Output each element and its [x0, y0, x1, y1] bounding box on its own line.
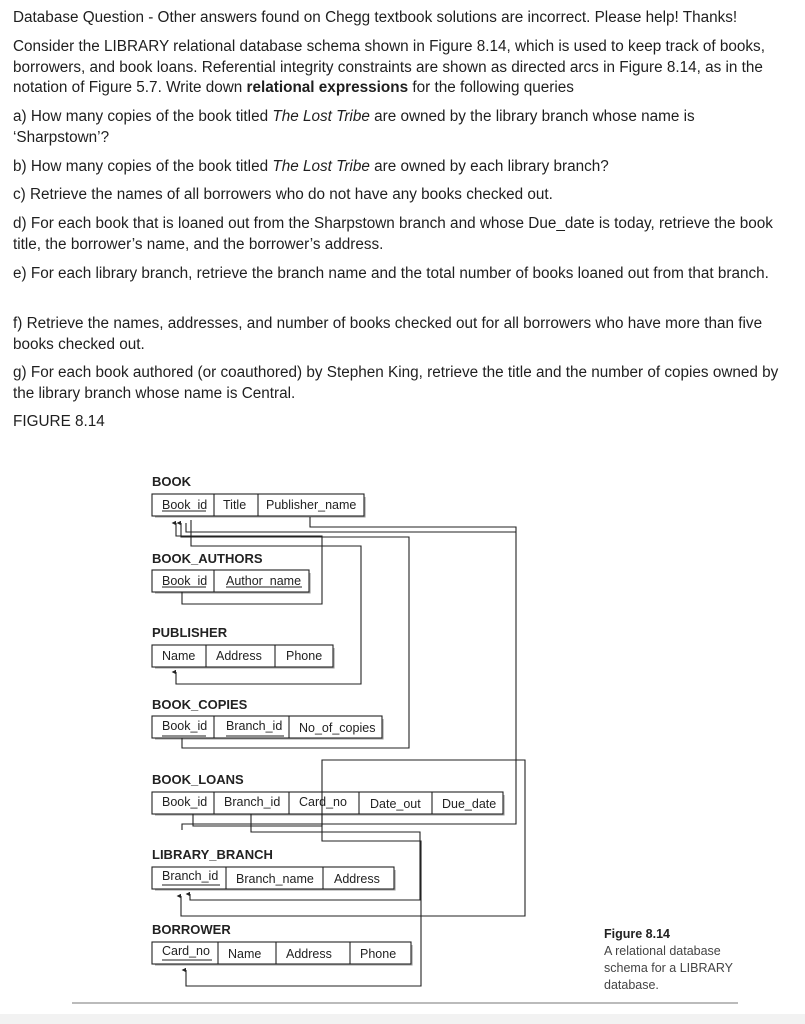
figure-label: FIGURE 8.14	[13, 413, 105, 430]
attr-branch-id: Branch_id	[224, 795, 281, 809]
intro-text: Consider the LIBRARY relational database schema shown in Figure 8.14, which is used to keep track of books, borrowers, and book loans. Referential integrity constraints are shown as directed arcs in Figure 8.14, as in the notation of Figure 5.7. Write down	[13, 38, 765, 96]
question-a-title: The Lost Tribe	[272, 108, 370, 125]
attr-card-no: Card_no	[162, 944, 210, 958]
attr-branch-name: Branch_name	[236, 872, 314, 886]
question-d: d) For each book that is loaned out from the Sharpstown branch and whose Due_date is today, retrieve the book title, the borrower’s name, and the borrower’s address.	[13, 215, 773, 253]
attr-phone: Phone	[286, 649, 323, 663]
caption-line-1: A relational database	[604, 944, 721, 958]
question-b-pre: b) How many copies of the book titled	[13, 158, 273, 175]
book-authors-label: BOOK_AUTHORS	[152, 551, 263, 566]
attr-date-out: Date_out	[370, 797, 421, 811]
attr-no-of-copies: No_of_copies	[299, 721, 376, 735]
book-label: BOOK	[152, 474, 191, 489]
intro-bold: relational expressions	[246, 79, 409, 96]
question-f: f) Retrieve the names, addresses, and number of books checked out for all borrowers who have more than five books checked out.	[13, 315, 763, 353]
attr-due-date: Due_date	[442, 797, 497, 811]
book-loans-label: BOOK_LOANS	[152, 772, 244, 787]
attr-branch-id: Branch_id	[226, 719, 283, 733]
attr-publisher-name: Publisher_name	[266, 498, 357, 512]
attr-book-id: Book_id	[162, 498, 208, 512]
attr-book-id: Book_id	[162, 795, 208, 809]
attr-phone: Phone	[360, 947, 397, 961]
attr-author-name: Author_name	[226, 574, 302, 588]
attr-card-no: Card_no	[299, 795, 347, 809]
caption-title: Figure 8.14	[604, 927, 670, 941]
attr-address: Address	[286, 947, 332, 961]
question-a-post: are owned by the library branch whose name is ‘Sharpstown’?	[13, 108, 695, 146]
borrower-label: BORROWER	[152, 922, 231, 937]
attr-branch-id: Branch_id	[162, 869, 219, 883]
caption-line-2: schema for a LIBRARY	[604, 961, 733, 975]
question-b-post: are owned by each library branch?	[369, 158, 609, 175]
attr-title: Title	[223, 498, 247, 512]
attr-name: Name	[162, 649, 196, 663]
question-b-title: The Lost Tribe	[272, 158, 370, 175]
bottom-strip	[0, 1014, 805, 1024]
question-e: e) For each library branch, retrieve the branch name and the total number of books loaned out from that branch.	[13, 265, 769, 282]
question-header: Database Question - Other answers found on Chegg textbook solutions are incorrect. Please help! Thanks!	[13, 9, 738, 26]
attr-book-id: Book_id	[162, 574, 208, 588]
question-c: c) Retrieve the names of all borrowers who do not have any books checked out.	[13, 186, 553, 203]
attr-address: Address	[216, 649, 262, 663]
attr-name: Name	[228, 947, 262, 961]
question-a-pre: a) How many copies of the book titled	[13, 108, 273, 125]
book-copies-label: BOOK_COPIES	[152, 697, 248, 712]
library-branch-label: LIBRARY_BRANCH	[152, 847, 273, 862]
question-g: g) For each book authored (or coauthored) by Stephen King, retrieve the title and the number of copies owned by the library branch whose name is Central.	[13, 364, 779, 402]
attr-book-id: Book_id	[162, 719, 208, 733]
intro-text-end: for the following queries	[408, 79, 574, 96]
attr-address: Address	[334, 872, 380, 886]
publisher-label: PUBLISHER	[152, 625, 228, 640]
caption-line-3: database.	[604, 978, 659, 992]
